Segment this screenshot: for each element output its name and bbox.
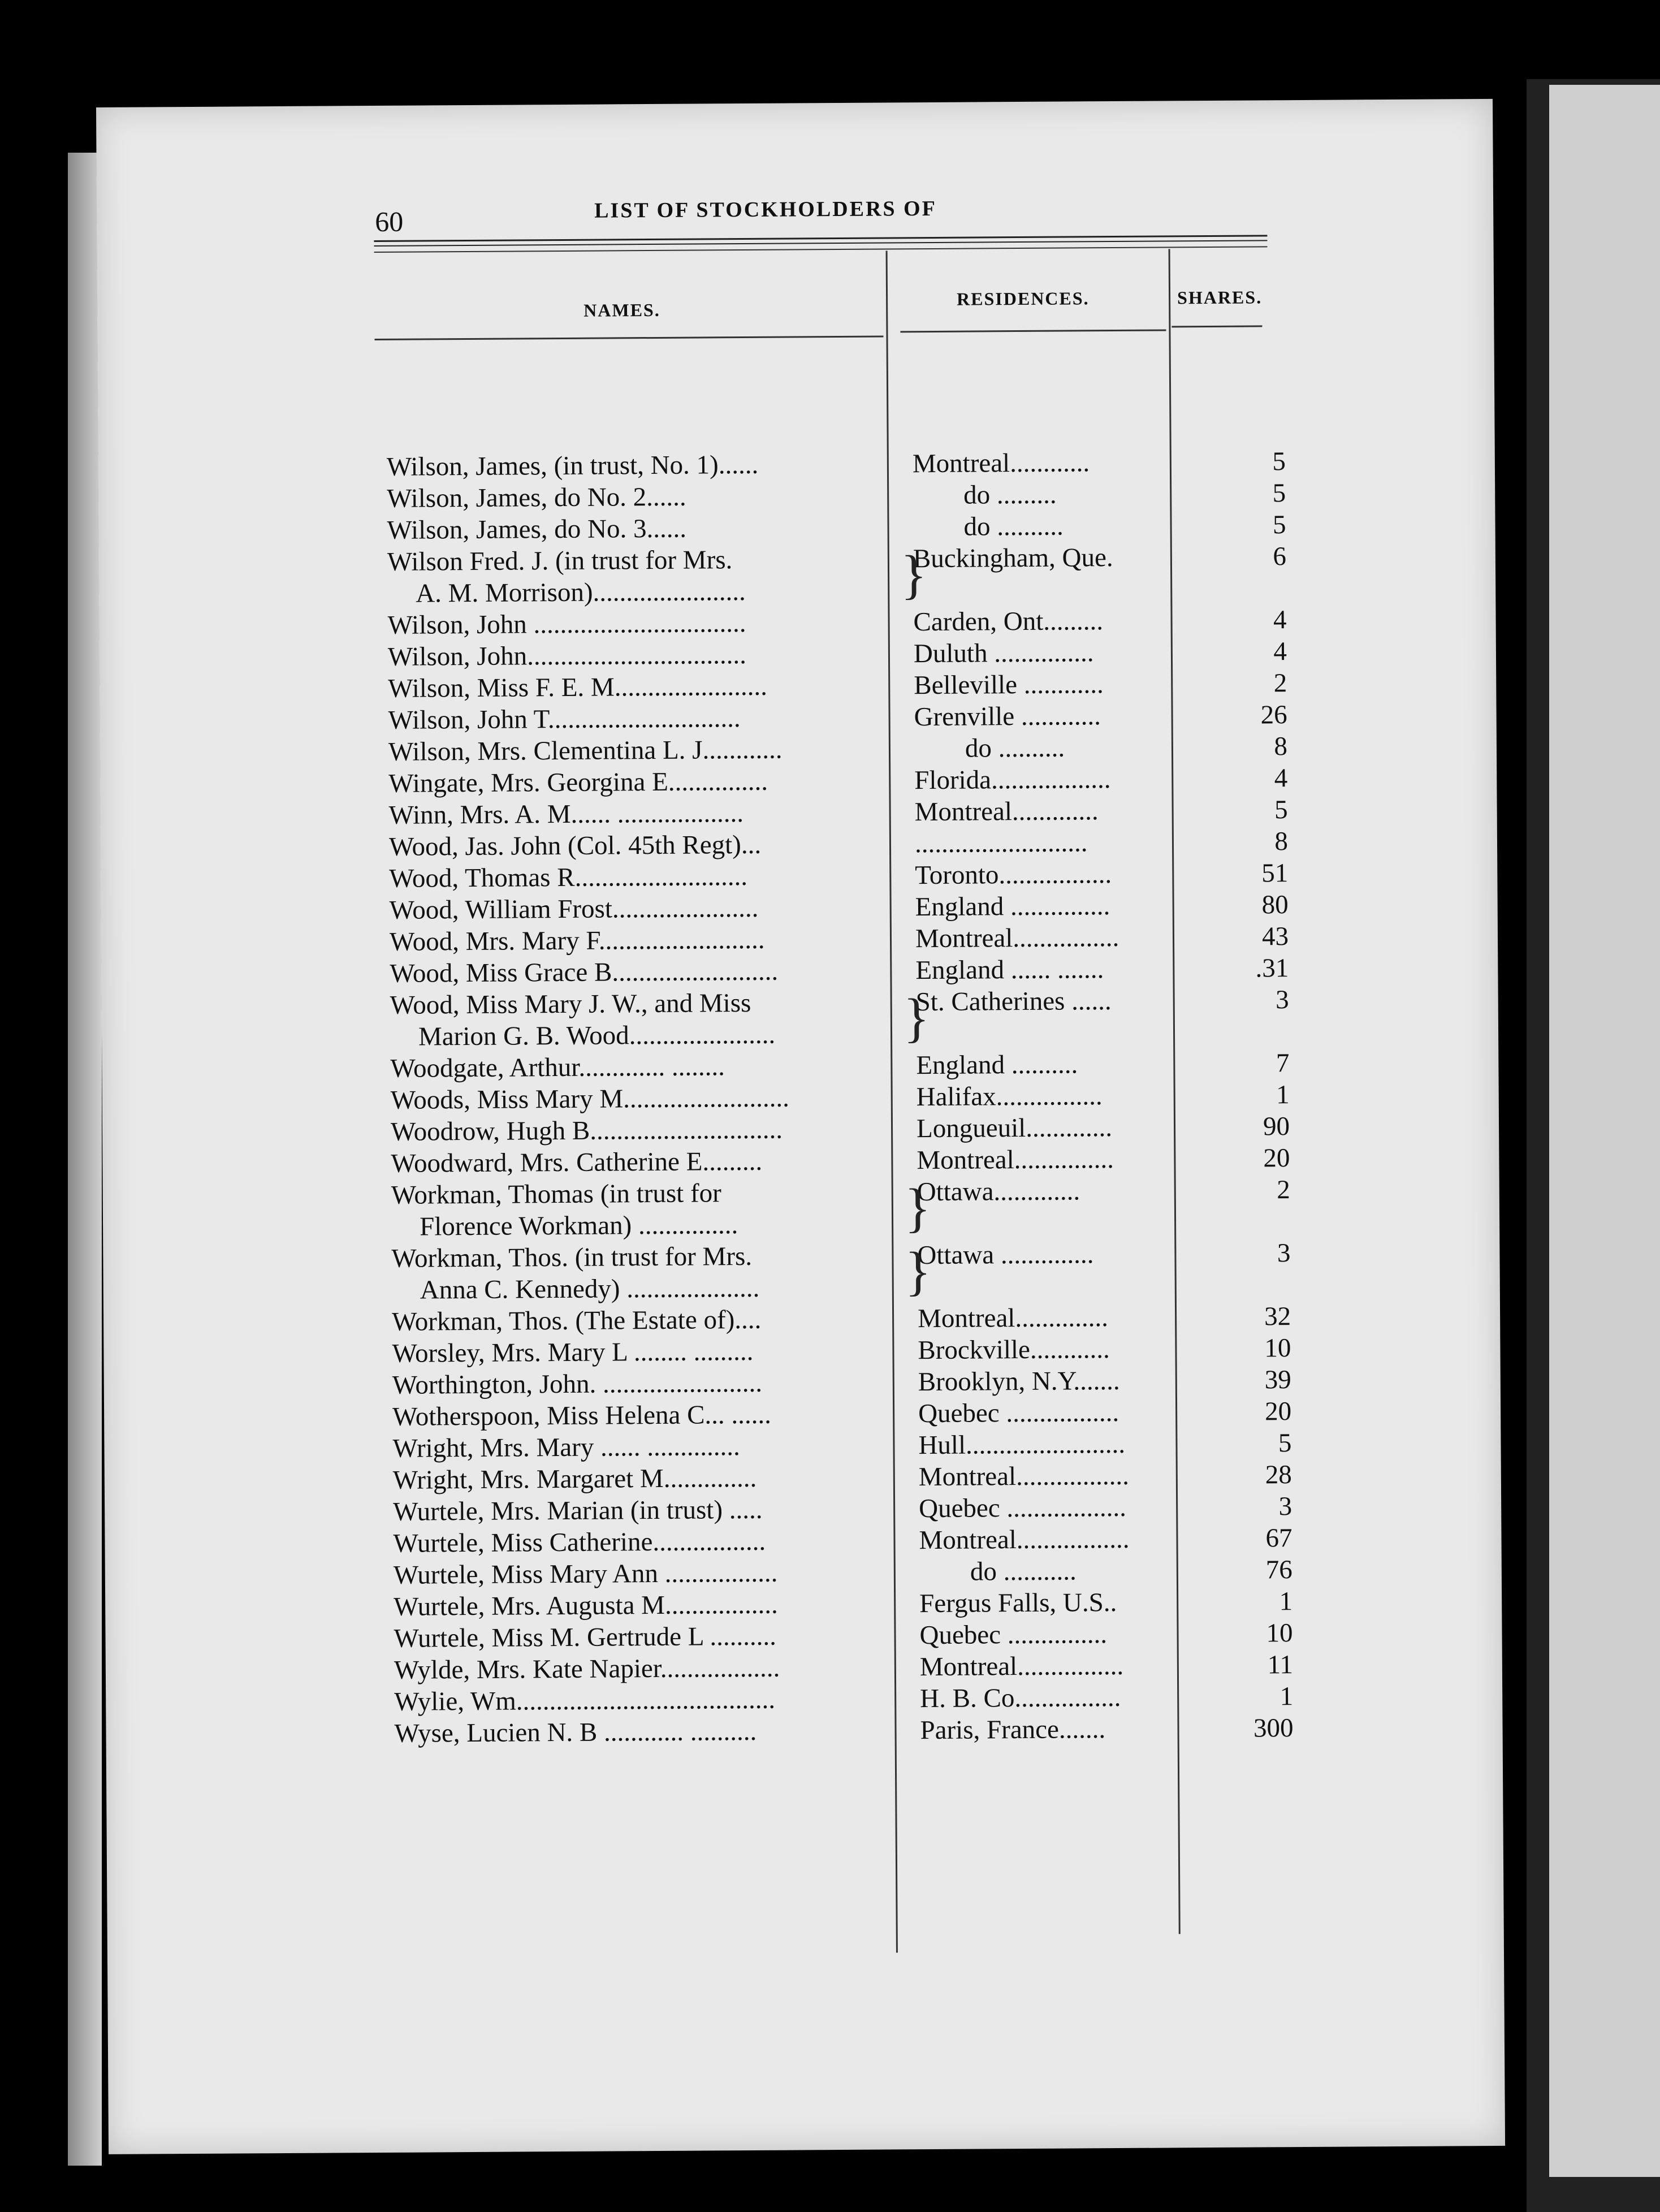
residences-header-underline xyxy=(900,329,1166,332)
stockholder-residence: England ............... xyxy=(915,891,1110,922)
stockholder-residence: Montreal................ xyxy=(915,922,1119,954)
stockholder-shares: 4 xyxy=(1273,605,1287,635)
stockholder-residence: England .......... xyxy=(916,1049,1078,1081)
adjacent-page xyxy=(1549,85,1660,2177)
stockholder-name: Wylde, Mrs. Kate Napier.................. xyxy=(394,1653,780,1685)
running-head: LIST OF STOCKHOLDERS OF xyxy=(594,196,937,223)
stockholder-name: Wood, Miss Grace B......................... xyxy=(390,956,779,988)
stockholder-name: Wilson, Miss F. E. M....................... xyxy=(388,671,768,703)
stockholder-shares: 1 xyxy=(1279,1587,1293,1617)
shares-column-header: SHARES. xyxy=(1177,287,1263,308)
stockholder-shares: 3 xyxy=(1277,1238,1291,1268)
stockholder-residence: do ......... xyxy=(963,479,1057,510)
stockholder-shares: .31 xyxy=(1255,953,1289,983)
header-rule xyxy=(374,235,1267,247)
stockholder-residence: Montreal............. xyxy=(914,796,1099,827)
stockholder-shares: 32 xyxy=(1264,1302,1291,1332)
stockholder-name: Workman, Thomas (in trust for xyxy=(391,1178,721,1210)
stockholder-name: Worthington, John. ........................ xyxy=(392,1368,763,1400)
shares-header-underline xyxy=(1171,325,1262,327)
stockholder-shares: 5 xyxy=(1272,478,1286,508)
stockholder-name: Wood, William Frost...................... xyxy=(389,893,759,925)
stockholder-name: Woodward, Mrs. Catherine E......... xyxy=(391,1146,763,1178)
entry-brace: } xyxy=(903,987,930,1048)
stockholder-residence: Quebec ................. xyxy=(918,1397,1119,1429)
stockholder-shares: 300 xyxy=(1253,1713,1294,1743)
stockholder-shares: 2 xyxy=(1277,1175,1290,1205)
stockholder-name: Wurtele, Mrs. Marian (in trust) ..... xyxy=(393,1494,763,1527)
stockholder-shares: 10 xyxy=(1264,1333,1291,1363)
stockholder-shares: 5 xyxy=(1278,1428,1292,1458)
stockholder-name: Wingate, Mrs. Georgina E............... xyxy=(388,766,768,798)
stockholder-residence: Florida.................. xyxy=(914,764,1111,796)
stockholder-name: Wurtele, Mrs. Augusta M................. xyxy=(394,1589,778,1622)
stockholder-name: Wilson, James, do No. 2...... xyxy=(387,482,686,513)
stockholder-shares: 8 xyxy=(1274,827,1289,857)
stockholder-shares: 8 xyxy=(1274,732,1288,762)
entry-brace: } xyxy=(905,1241,932,1302)
page-number: 60 xyxy=(375,205,404,237)
stockholder-residence: Paris, France....... xyxy=(920,1714,1106,1746)
stockholder-residence: Brooklyn, N.Y....... xyxy=(918,1366,1120,1397)
stockholder-residence: Grenville ............ xyxy=(914,701,1101,732)
stockholder-shares: 5 xyxy=(1272,510,1286,540)
stockholder-name: Wurtele, Miss Catherine................. xyxy=(393,1526,766,1558)
stockholder-shares xyxy=(1228,1205,1290,1206)
stockholder-residence: do .......... xyxy=(965,733,1065,763)
stockholder-name: Anna C. Kennedy) .................... xyxy=(420,1273,760,1305)
stockholder-residence: H. B. Co................ xyxy=(920,1682,1121,1714)
stockholder-shares xyxy=(1227,1015,1289,1016)
stockholder-name: Wood, Miss Mary J. W., and Miss xyxy=(390,988,751,1020)
stockholder-shares: 76 xyxy=(1265,1555,1292,1585)
stockholder-residence: Ottawa .............. xyxy=(917,1239,1094,1271)
stockholder-shares: 3 xyxy=(1278,1492,1292,1522)
stockholder-shares: 7 xyxy=(1276,1048,1290,1078)
page-edge xyxy=(68,153,102,2166)
stockholder-residence: Fergus Falls, U.S.. xyxy=(919,1588,1117,1619)
stockholder-residence: .......................... xyxy=(914,828,1088,859)
stockholder-shares: 67 xyxy=(1265,1523,1292,1553)
stockholder-name: Wright, Mrs. Margaret M.............. xyxy=(392,1463,757,1495)
stockholder-residence: Montreal................. xyxy=(918,1461,1130,1492)
stockholder-name: Woods, Miss Mary M......................... xyxy=(390,1083,790,1115)
stockholder-residence: Ottawa............. xyxy=(917,1176,1080,1207)
stockholder-shares: 10 xyxy=(1266,1618,1293,1648)
stockholder-shares: 26 xyxy=(1260,700,1287,730)
stockholder-residence: Brockville............ xyxy=(918,1334,1110,1366)
stockholder-name: Wilson, John................................. xyxy=(387,640,747,672)
stockholder-residence: St. Catherines ...... xyxy=(915,986,1112,1017)
stockholder-name: Wright, Mrs. Mary ...... .............. xyxy=(392,1432,740,1463)
entry-brace: } xyxy=(900,544,927,605)
stockholder-name: Wurtele, Miss Mary Ann ................. xyxy=(393,1558,778,1590)
stockholder-name: Woodgate, Arthur............. ........ xyxy=(390,1052,725,1083)
stockholder-name: Wood, Thomas R.......................... xyxy=(389,861,748,893)
stockholder-name: Wilson, John T............................. xyxy=(388,703,741,735)
stockholder-name: A. M. Morrison)....................... xyxy=(416,576,746,608)
stockholder-name: Marion G. B. Wood...................... xyxy=(418,1019,776,1052)
stockholder-residence: Quebec ............... xyxy=(919,1619,1108,1651)
stockholder-shares: 2 xyxy=(1273,668,1287,698)
residences-column-header: RESIDENCES. xyxy=(956,288,1090,309)
stockholder-residence: Longueuil............. xyxy=(916,1113,1113,1144)
stockholder-name: Wurtele, Miss M. Gertrude L .......... xyxy=(394,1621,777,1653)
stockholder-residence: Toronto................. xyxy=(915,859,1112,891)
stockholder-name: Wylie, Wm....................................... xyxy=(394,1684,776,1717)
stockholder-shares: 28 xyxy=(1265,1460,1292,1490)
stockholder-residence: Montreal............... xyxy=(917,1144,1114,1176)
entry-brace: } xyxy=(904,1177,931,1238)
stockholder-shares: 6 xyxy=(1273,542,1287,572)
stockholder-name: Workman, Thos. (The Estate of).... xyxy=(391,1304,762,1337)
stockholder-residence: Hull........................ xyxy=(918,1429,1126,1461)
stockholder-shares: 3 xyxy=(1276,985,1289,1015)
names-header-underline xyxy=(375,336,884,340)
stockholder-residence: England ...... ....... xyxy=(915,954,1104,986)
stockholder-residence: do .......... xyxy=(963,511,1064,542)
stockholder-name: Wilson Fred. J. (in trust for Mrs. xyxy=(387,545,733,577)
header-rule-thin xyxy=(374,246,1268,253)
stockholder-name: Winn, Mrs. A. M...... ................... xyxy=(388,798,744,830)
stockholder-shares: 1 xyxy=(1279,1682,1294,1712)
stockholder-name: Wotherspoon, Miss Helena C... ...... xyxy=(392,1399,772,1432)
stockholder-residence: Belleville ............ xyxy=(914,669,1104,701)
stockholder-residence: Buckingham, Que. xyxy=(913,543,1113,574)
stockholder-name: Wilson, John ................................ xyxy=(387,608,746,640)
stockholder-shares: 20 xyxy=(1263,1143,1290,1173)
stockholder-name: Workman, Thos. (in trust for Mrs. xyxy=(391,1241,753,1273)
stockholder-shares: 5 xyxy=(1274,795,1288,825)
names-column-header: NAMES. xyxy=(583,299,660,321)
stockholder-name: Wood, Mrs. Mary F......................... xyxy=(389,924,765,957)
stockholder-shares: 39 xyxy=(1264,1365,1291,1395)
stockholder-shares: 80 xyxy=(1261,890,1289,920)
stockholder-residence: Montreal.............. xyxy=(917,1303,1109,1334)
stockholder-shares: 5 xyxy=(1272,447,1286,477)
stockholder-shares: 4 xyxy=(1274,763,1288,793)
stockholder-name: Wilson, Mrs. Clementina L. J............ xyxy=(388,735,783,767)
stockholder-residence: Quebec .................. xyxy=(919,1492,1127,1524)
stockholder-residence: Montreal............ xyxy=(912,448,1090,479)
stockholder-shares: 11 xyxy=(1267,1650,1294,1680)
stockholder-name: Wilson, James, do No. 3...... xyxy=(387,513,687,545)
stockholder-name: Woodrow, Hugh B............................. xyxy=(390,1114,783,1147)
stockholder-shares: 20 xyxy=(1264,1397,1292,1427)
stockholder-name: Wyse, Lucien N. B ............ .......... xyxy=(394,1716,757,1748)
stockholder-residence: Montreal................. xyxy=(919,1524,1130,1556)
stockholder-residence: Carden, Ont......... xyxy=(913,606,1104,637)
stockholder-residence: Montreal................ xyxy=(919,1651,1124,1682)
stockholder-shares: 1 xyxy=(1276,1080,1290,1110)
stockholder-name: Wood, Jas. John (Col. 45th Regt)... xyxy=(388,830,762,862)
stockholder-shares: 90 xyxy=(1263,1112,1290,1142)
stockholder-residence: do ........... xyxy=(970,1556,1077,1587)
stockholder-name: Wilson, James, (in trust, No. 1)...... xyxy=(386,450,759,482)
stockholder-residence: Duluth ............... xyxy=(913,638,1094,669)
stockholder-shares: 51 xyxy=(1261,858,1289,888)
book-page xyxy=(96,99,1505,2154)
stockholder-residence: Halifax................ xyxy=(916,1081,1103,1112)
stockholder-name: Worsley, Mrs. Mary L ........ ......... xyxy=(392,1336,754,1368)
stockholder-shares: 43 xyxy=(1261,922,1289,952)
stockholder-shares: 4 xyxy=(1273,637,1287,667)
stockholder-shares xyxy=(1229,1268,1291,1269)
stockholder-name: Florence Workman) ............... xyxy=(419,1210,738,1242)
